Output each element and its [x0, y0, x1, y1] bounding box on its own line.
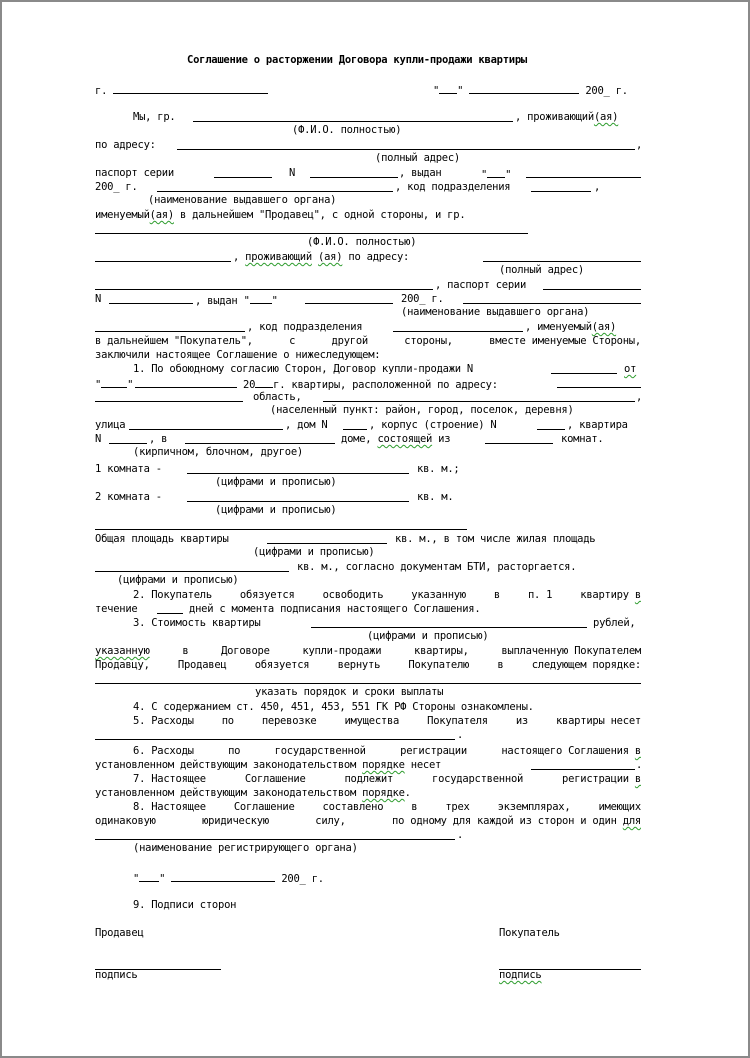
caption-digits-1: (цифрами и прописью)	[215, 476, 337, 488]
point-1-date-line: " " 20 г. квартиры, расположенной по адресу:	[95, 376, 641, 390]
point-6-line: 6. Расходы по государственной регистрации настоящего Соглашения в	[133, 745, 641, 757]
dept-code-blank	[531, 180, 591, 192]
street-line: улица , дом N , корпус (строение) N , квартира	[95, 419, 628, 431]
seller-name-blank	[193, 110, 513, 122]
buyer-name-line	[95, 222, 641, 236]
concluded-line: заключили настоящее Соглашение о нижеследующем:	[95, 349, 381, 361]
caption-digits-5: (цифрами и прописью)	[367, 630, 489, 642]
point-2-term-line: течение дней с момента подписания настоящего Соглашения.	[95, 603, 481, 615]
buyer-dept-line: , код подразделения , именуемый(ая)	[95, 320, 641, 334]
room-1-line: 1 комната - кв. м.;	[95, 463, 460, 475]
caption-payment: указать порядок и сроки выплаты	[255, 686, 444, 698]
point-2-line: 2. Покупатель обязуется освободить указанную в п. 1 квартиру в	[133, 589, 641, 601]
caption-material: (кирпичном, блочном, другое)	[133, 446, 304, 458]
point-1-line: 1. По обоюдному согласию Сторон, Договор купли-продажи N от	[133, 363, 637, 375]
buyer-name-blank	[95, 222, 528, 234]
buyer-issued-line: N , выдан " " 200_ г.	[95, 292, 641, 306]
caption-digits-4: (цифрами и прописью)	[117, 574, 239, 586]
caption-address-1: (полный адрес)	[375, 152, 461, 164]
buyer-passport-line: , паспорт серии	[95, 278, 641, 292]
seller-address-line: по адресу: ,	[95, 139, 643, 151]
city-blank	[113, 82, 268, 94]
point-9-line: 9. Подписи сторон	[133, 899, 237, 911]
seller-signature-caption: подпись	[95, 969, 138, 981]
passport-number-blank	[310, 166, 398, 178]
point-4-line: 4. С содержанием ст. 450, 451, 453, 551 ГК РФ Стороны ознакомлены.	[133, 701, 534, 713]
buyer-address-line: , проживающий (ая) по адресу:	[95, 250, 641, 264]
point-5-blank-line: .	[95, 728, 641, 742]
caption-digits-2: (цифрами и прописью)	[215, 504, 337, 516]
seller-name-line: Мы, гр. , проживающий(ая)	[133, 111, 619, 123]
point-5-line: 5. Расходы по перевозке имущества Покупателя из квартиры несет	[133, 715, 641, 727]
seller-issue-line: 200_ г. , код подразделения ,	[95, 181, 601, 193]
passport-series-blank	[214, 166, 272, 178]
buyer-signature-caption: подпись	[499, 969, 542, 981]
signature-captions	[95, 968, 641, 982]
flat-rooms-line: N , в доме, состоящей из комнат.	[95, 433, 604, 445]
city-date-line: г. " " 200_ г.	[95, 82, 641, 96]
document-title: Соглашение о расторжении Договора купли-продажи квартиры	[187, 54, 528, 66]
day-blank	[439, 82, 457, 94]
point-3-line: 3. Стоимость квартиры рублей,	[133, 617, 636, 629]
seller-named-line: именуемый(ая) в дальнейшем "Продавец", с одной стороны, и гр.	[95, 209, 466, 221]
issuing-org-blank	[157, 180, 393, 192]
point-7-order-line: установленном действующим законодательством порядке.	[95, 787, 411, 799]
oblast-line: область, ,	[95, 390, 641, 404]
point-8-line: 8. Настоящее Соглашение составлено в трех экземплярах, имеющих	[133, 801, 641, 813]
payment-blank-line	[95, 672, 641, 686]
month-blank	[469, 82, 579, 94]
point-3-words-2: Продавцу, Продавец обязуется вернуть Покупателю в следующем порядке:	[95, 659, 641, 671]
point-6-bears-line: установленном действующим законодательством порядке несет .	[95, 759, 643, 771]
sign-date-line: " " 200_ г.	[95, 870, 641, 884]
point-8-force-line: одинаковую юридическую силу, по одному для каждой из сторон и один для	[95, 815, 641, 827]
signatories-line	[95, 926, 641, 940]
seller-label: Продавец	[95, 927, 144, 939]
seller-address-blank	[177, 138, 635, 150]
caption-digits-3: (цифрами и прописью)	[253, 546, 375, 558]
issued-blank	[526, 166, 641, 178]
extra-rooms-line	[95, 518, 641, 532]
point-3-words-1: указанную в Договоре купли-продажи квартиры, выплаченную Покупателем	[95, 645, 641, 657]
caption-address-2: (полный адрес)	[499, 264, 585, 276]
caption-fio-1: (Ф.И.О. полностью)	[292, 124, 402, 136]
point-7-line: 7. Настоящее Соглашение подлежит государственной регистрации в	[133, 773, 641, 785]
point-8-blank-line: .	[95, 828, 641, 842]
buyer-named-line: в дальнейшем "Покупатель", с другой стороны, вместе именуемые Стороны,	[95, 335, 641, 347]
room-2-line: 2 комната - кв. м.	[95, 491, 454, 503]
caption-settlement: (населенный пункт: район, город, поселок, деревня)	[270, 404, 574, 416]
seller-passport-line: паспорт серии N , выдан " "	[95, 166, 641, 180]
caption-issuing-org-1: (наименование выдавшего органа)	[148, 194, 337, 206]
contract-number-blank	[551, 362, 617, 374]
caption-fio-2: (Ф.И.О. полностью)	[307, 236, 417, 248]
living-area-line: кв. м., согласно документам БТИ, расторгается.	[95, 560, 641, 574]
buyer-label: Покупатель	[499, 927, 560, 939]
caption-issuing-org-2: (наименование выдавшего органа)	[401, 306, 590, 318]
total-area-line: Общая площадь квартиры кв. м., в том числе жилая площадь	[95, 533, 596, 545]
caption-reg-org: (наименование регистрирующего органа)	[133, 842, 358, 854]
